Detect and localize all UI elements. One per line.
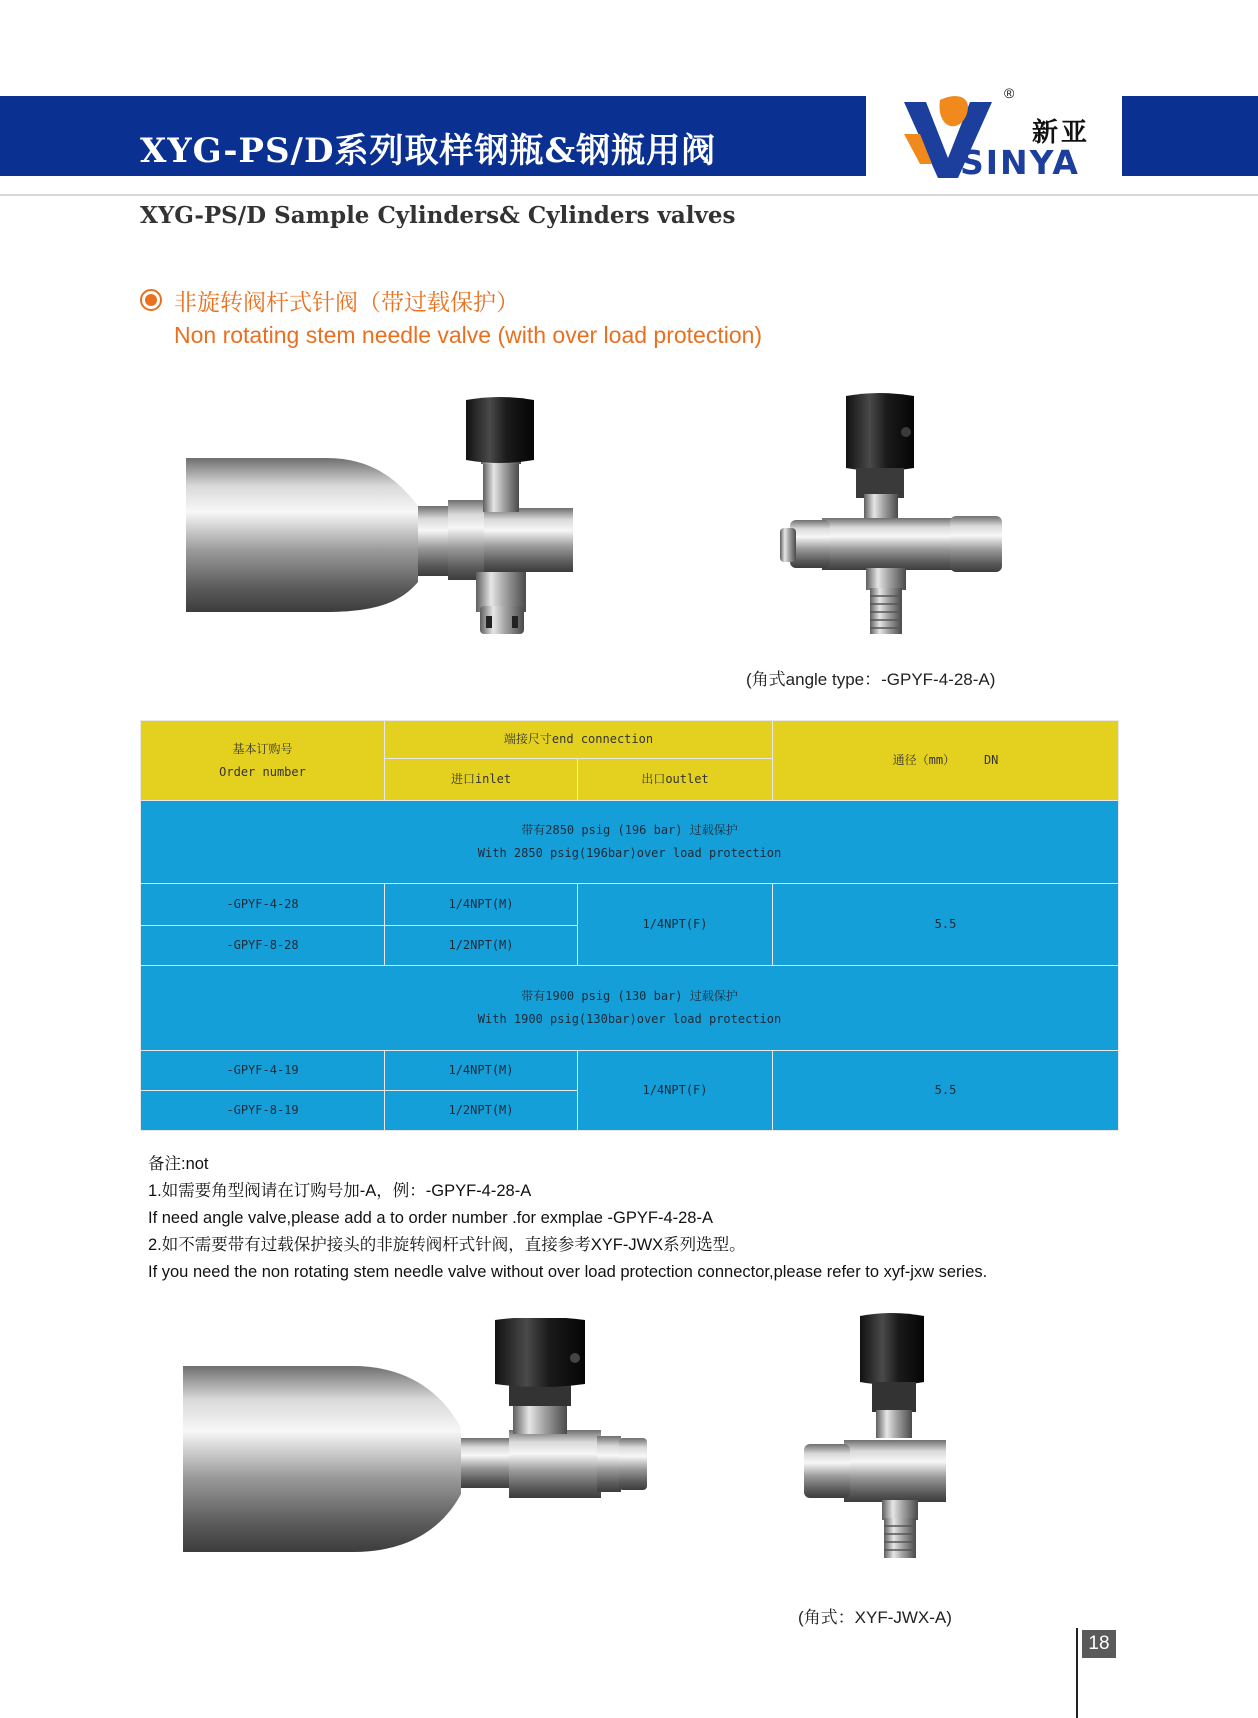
angle-jwx-caption: (角式：XYF-JWX-A) (798, 1608, 952, 1627)
title-banner-end (1122, 96, 1258, 176)
logo-chinese-text: 新亚 (1032, 118, 1091, 148)
note-line: If need angle valve,please add a to order number .for exmplae -GPYF-4-28-A (148, 1209, 713, 1227)
header-dn: 通径（mm） DN (773, 721, 1119, 801)
cylinder-valve-image (186, 396, 596, 640)
page-number-rule (1076, 1628, 1078, 1718)
registered-mark: ® (1004, 85, 1015, 101)
section-title-cn: 非旋转阀杆式针阀（带过载保护） (174, 289, 519, 315)
header-divider (0, 194, 1258, 196)
group-title: 带有2850 psig (196 bar) 过载保护 With 2850 psig(196bar)over load protection (141, 801, 1119, 884)
angle-jwx-valve-image (800, 1312, 950, 1562)
table-cell-dn: 5.5 (773, 1051, 1119, 1131)
table-cell-order: -GPYF-8-28 (141, 926, 385, 966)
section-title-en: Non rotating stem needle valve (with over load protection) (174, 322, 763, 348)
note-line: 2.如不需要带有过载保护接头的非旋转阀杆式针阀，直接参考XYF-JWX系列选型。 (148, 1236, 746, 1254)
notes-block (148, 1151, 987, 1286)
note-line: If you need the non rotating stem needle valve without over load protection connector,please refer to xyf-jxw series. (148, 1263, 988, 1281)
header-inlet: 进口inlet (385, 759, 578, 801)
table-cell-order: -GPYF-8-19 (141, 1091, 385, 1131)
table-cell-inlet: 1/4NPT(M) (385, 1051, 578, 1091)
table-cell-outlet: 1/4NPT(F) (578, 1051, 773, 1131)
table-cell-inlet: 1/2NPT(M) (385, 1091, 578, 1131)
table-cell-order: -GPYF-4-19 (141, 1051, 385, 1091)
page-subtitle: XYG-PS/D Sample Cylinders& Cylinders valves (140, 202, 736, 229)
section-bullet-icon (140, 289, 162, 311)
header-outlet: 出口outlet (578, 759, 773, 801)
group-title: 带有1900 psig (130 bar) 过载保护 With 1900 psig(130bar)over load protection (141, 966, 1119, 1051)
table-cell-outlet: 1/4NPT(F) (578, 884, 773, 966)
logo-english-text: SINYA (960, 143, 1080, 182)
table-cell-inlet: 1/2NPT(M) (385, 926, 578, 966)
note-line: 1.如需要角型阀请在订购号加-A，例：-GPYF-4-28-A (148, 1182, 532, 1200)
order-number-table (140, 720, 1119, 1131)
angle-type-caption: (角式angle type：-GPYF-4-28-A) (746, 670, 996, 689)
angle-valve-image (774, 390, 1004, 640)
table-cell-dn: 5.5 (773, 884, 1119, 966)
header-order-number: 基本订购号 Order number (141, 721, 385, 801)
table-cell-order: -GPYF-4-28 (141, 884, 385, 926)
cylinder-jwx-valve-image (183, 1318, 653, 1558)
page-title: XYG-PS/D系列取样钢瓶&钢瓶用阀 (140, 131, 717, 171)
notes-label: 备注:not (148, 1155, 209, 1173)
page-number: 18 (1082, 1630, 1116, 1658)
header-end-connection: 端接尺寸end connection (385, 721, 773, 759)
table-cell-inlet: 1/4NPT(M) (385, 884, 578, 926)
